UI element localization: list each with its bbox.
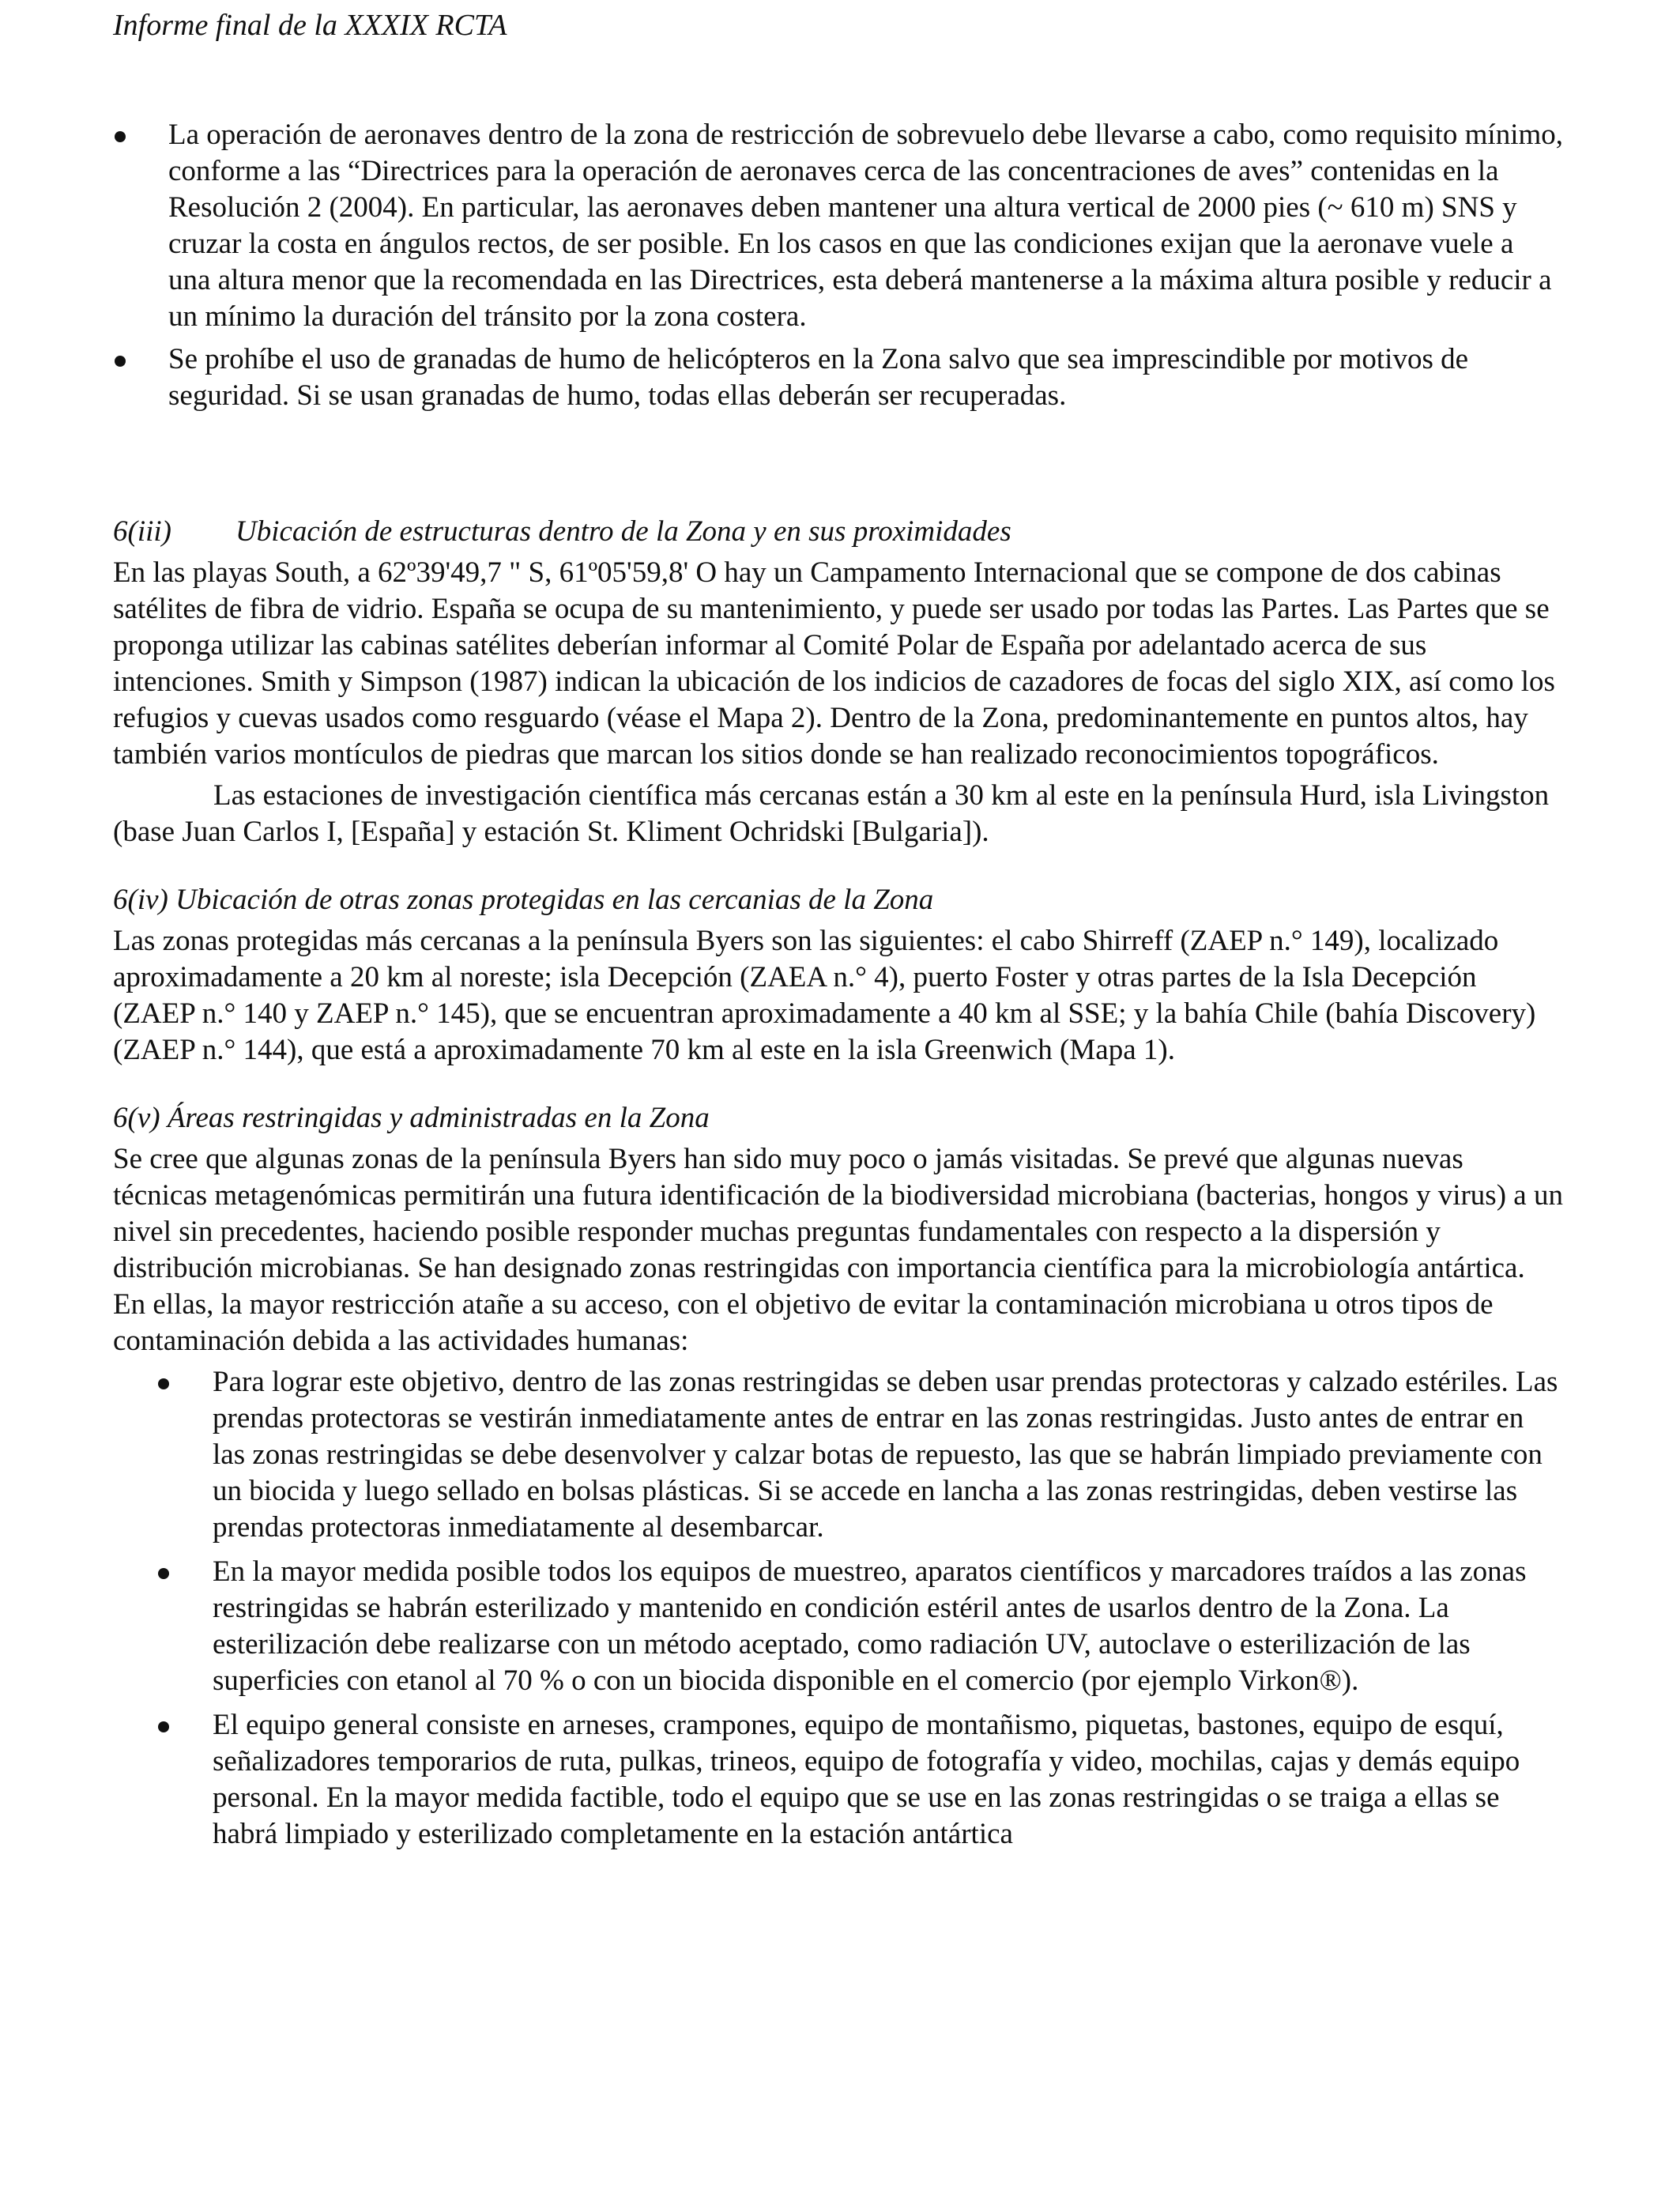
bullet-icon	[158, 1721, 169, 1732]
section-title: Ubicación de estructuras dentro de la Zona y en sus proximidades	[235, 515, 1011, 548]
bullet-text: En la mayor medida posible todos los equipos de muestreo, aparatos científicos y marcadores traídos a las zonas restringidas se habrán esterilizado y mantenido en condición estéril antes de usarlos dentro de la Zona. La esterilización debe realizarse con un método aceptado, como radiación UV, autoclave o esterilización de las superficies con etanol al 70 % o con un biocida disponible en el comercio (por ejemplo Virkon®).	[213, 1555, 1527, 1697]
bullet-icon	[115, 356, 126, 367]
paragraph: En las playas South, a 62º39'49,7 " S, 61º05'59,8' O hay un Campamento Internacional que se compone de dos cabinas satélites de fibra de vidrio. España se ocupa de su mantenimiento, y puede ser usado por todas las Partes. Las Partes que se proponga utilizar las cabinas satélites deberían informar al Comité Polar de España por adelantado acerca de sus intenciones. Smith y Simpson (1987) indican la ubicación de los indicios de cazadores de focas del siglo XIX, así como los refugios y cuevas usados como resguardo (véase el Mapa 2). Dentro de la Zona, predominantemente en puntos altos, hay también varios montículos de piedras que marcan los sitios donde se han realizado reconocimientos topográficos.	[113, 556, 1555, 771]
bullet-icon	[115, 131, 126, 142]
list-item	[156, 1364, 1563, 1546]
page-body	[113, 117, 1563, 1860]
running-header: Informe final de la XXXIX RCTA	[113, 9, 507, 42]
list-item	[156, 1707, 1563, 1853]
bullet-icon	[158, 1378, 169, 1389]
bullet-text: Se prohíbe el uso de granadas de humo de helicópteros en la Zona salvo que sea imprescindible por motivos de seguridad. Si se usan granadas de humo, todas ellas deberán ser recuperadas.	[168, 343, 1469, 412]
paragraph: Las estaciones de investigación científica más cercanas están a 30 km al este en la península Hurd, isla Livingston (base Juan Carlos I, [España] y estación St. Kliment Ochridski [Bulgaria]).	[113, 779, 1550, 848]
section-heading-iv: 6(iv) Ubicación de otras zonas protegidas en las cercanias de la Zona	[113, 884, 934, 916]
bullet-text: Para lograr este objetivo, dentro de las zonas restringidas se deben usar prendas protectoras y calzado estériles. Las prendas protectoras se vestirán inmediatamente antes de entrar en las zonas restringidas. Justo antes de entrar en las zonas restringidas se debe desenvolver y calzar botas de repuesto, las que se habrán limpiado previamente con un biocida y luego sellado en bolsas plásticas. Si se accede en lancha a las zonas restringidas, deben vestirse las prendas protectoras inmediatamente al desembarcar.	[213, 1366, 1558, 1544]
restricted-zone-bullet-list	[156, 1364, 1563, 1853]
bullet-text: La operación de aeronaves dentro de la zona de restricción de sobrevuelo debe llevarse a cabo, como requisito mínimo, conforme a las “Directrices para la operación de aeronaves cerca de las concentraciones de aves” contenidas en la Resolución 2 (2004). En particular, las aeronaves deben mantener una altura vertical de 2000 pies (~ 610 m) SNS y cruzar la costa en ángulos rectos, de ser posible. En los casos en que las condiciones exijan que la aeronave vuele a una altura menor que la recomendada en las Directrices, esta deberá mantenerse a la máxima altura posible y reducir a un mínimo la duración del tránsito por la zona costera.	[168, 119, 1564, 333]
paragraph: Se cree que algunas zonas de la península Byers han sido muy poco o jamás visitadas. Se prevé que algunas nuevas técnicas metagenómicas permitirán una futura identificación de la biodiversidad microbiana (bacterias, hongos y virus) a un nivel sin precedentes, haciendo posible responder muchas preguntas fundamentales con respecto a la dispersión y distribución microbianas. Se han designado zonas restringidas con importancia científica para la microbiología antártica. En ellas, la mayor restricción atañe a su acceso, con el objetivo de evitar la contaminación microbiana u otros tipos de contaminación debida a las actividades humanas:	[113, 1143, 1563, 1357]
section-heading-iii	[113, 514, 1563, 550]
section-heading-v: 6(v) Áreas restringidas y administradas en la Zona	[113, 1102, 710, 1134]
section-number: 6(iii)	[113, 515, 171, 548]
list-item	[113, 341, 1563, 414]
intro-bullet-list	[113, 117, 1563, 414]
bullet-icon	[158, 1568, 169, 1579]
list-item	[156, 1554, 1563, 1699]
list-item	[113, 117, 1563, 335]
bullet-text: El equipo general consiste en arneses, crampones, equipo de montañismo, piquetas, bastones, equipo de esquí, señalizadores temporarios de ruta, pulkas, trineos, equipo de fotografía y video, mochilas, cajas y demás equipo personal. En la mayor medida factible, todo el equipo que se use en las zonas restringidas o se traiga a ellas se habrá limpiado y esterilizado completamente en la estación antártica	[213, 1709, 1520, 1850]
paragraph: Las zonas protegidas más cercanas a la península Byers son las siguientes: el cabo Shirreff (ZAEP n.° 149), localizado aproximadamente a 20 km al noreste; isla Decepción (ZAEA n.° 4), puerto Foster y otras partes de la Isla Decepción (ZAEP n.° 140 y ZAEP n.° 145), que se encuentran aproximadamente a 40 km al SSE; y la bahía Chile (bahía Discovery) (ZAEP n.° 144), que está a aproximadamente 70 km al este en la isla Greenwich (Mapa 1).	[113, 925, 1536, 1066]
